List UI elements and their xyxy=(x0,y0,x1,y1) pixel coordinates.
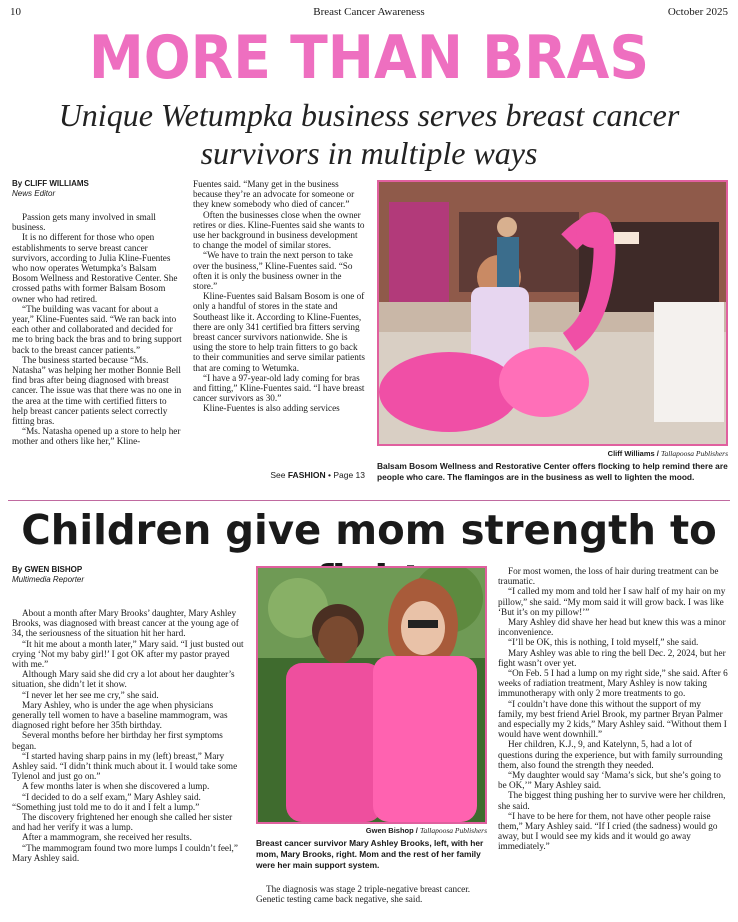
photo-illustration xyxy=(258,568,485,822)
paragraph: “I have a 97-year-old lady coming for bras and fitting,” Kline-Fuentes said. “I have breast cancer survivors as 30.” xyxy=(193,372,365,404)
section-name: Breast Cancer Awareness xyxy=(313,6,425,18)
paragraph: Several months before her birthday her first symptoms began. xyxy=(12,730,223,751)
paragraph: “My daughter would say ‘Mama’s sick, but she’s going to be OK,’” Mary Ashley said. xyxy=(498,770,721,791)
paragraph: Kline-Fuentes is also adding services xyxy=(203,403,340,414)
byline-title: News Editor xyxy=(12,189,56,198)
paragraph: “The building was vacant for about a year,” Kline-Fuentes said. “We ran back into each other and collaborated and decided for me to bring back the bras and to bring support back to the breast cancer patients.” xyxy=(12,303,182,355)
story1-byline xyxy=(12,179,182,199)
jump-prefix: See xyxy=(270,470,286,480)
story2-photo-caption: Breast cancer survivor Mary Ashley Brooks, left, with her mom, Mary Brooks, right. Mom and the rest of her family were her main support system. xyxy=(256,838,484,870)
story1-photo-caption: Balsam Bosom Wellness and Restorative Center offers flocking to help remind there are people who care. The flamingos are in the business as well to lighten the mood. xyxy=(377,461,728,482)
section-divider xyxy=(8,500,730,501)
story1-headline: Unique Wetumpka business serves breast cancer survivors in multiple ways xyxy=(58,97,680,171)
mother-daughter-photo xyxy=(256,566,487,824)
story1-column-2 xyxy=(193,179,365,414)
paragraph: It is no different for those who open establishments to serve breast cancer survivors, according to Julia Kline-Fuentes who now operates Wetumpka’s Balsam Bosom Wellness and Restorative Center. She crossed paths with former Balsam Bosom owner who had retired. xyxy=(12,232,178,304)
paragraph: Often the businesses close when the owner retires or dies. Kline-Fuentes said she wants to use her background in business development to change the model of similar stores. xyxy=(193,209,365,251)
paragraph: “I couldn’t have done this without the support of my family, my best friend Ariel Brook, my partner Bryan Palmer and especially my 2 kids,” Mary Ashley said. “Without them I would have went downhill.” xyxy=(498,698,727,740)
paragraph: “The mammogram found two more lumps I couldn’t feel,” Mary Ashley said. xyxy=(12,842,238,863)
paragraph: Mary Ashley was able to ring the bell Dec. 2, 2024, but her fight wasn’t over yet. xyxy=(498,647,726,668)
jump-label: FASHION xyxy=(287,470,326,480)
credit-org: Tallapoosa Publishers xyxy=(660,449,728,458)
byline-name: By GWEN BISHOP xyxy=(12,565,83,574)
paragraph: The discovery frightened her enough she called her sister and had her verify it was a lump. xyxy=(12,812,233,833)
paragraph: “We have to train the next person to take over the business,” Kline-Fuentes said. “So often it is only the business owner in the store.” xyxy=(193,250,353,292)
credit-name: Gwen Bishop / xyxy=(365,826,418,835)
paragraph: The biggest thing pushing her to survive were her children, she said. xyxy=(498,790,726,811)
paragraph: “I never let her see me cry,” she said. xyxy=(22,689,159,700)
paragraph: “It hit me about a month later,” Mary said. “I just busted out crying ‘Not my baby girl!’ I got OK after my pastor prayed with me.” xyxy=(12,638,244,670)
paragraph: About a month after Mary Brooks’ daughter, Mary Ashley Brooks, was diagnosed with breast cancer at the young age of 34, the seriousness of the situation hit her hard. xyxy=(12,608,239,639)
page-number: 10 xyxy=(10,6,21,18)
paragraph: Although Mary said she did cry a lot about her daughter’s situation, she didn’t let it show. xyxy=(12,669,235,690)
paragraph: For most women, the loss of hair during treatment can be traumatic. xyxy=(498,566,719,587)
story1-jump-line[interactable] xyxy=(193,470,365,480)
paragraph: “I started having sharp pains in my (left) breast,” Mary Ashley said. “I didn’t think much about it. I would take some Tylenol and just go on.” xyxy=(12,750,238,782)
paragraph: A few months later is when she discovered a lump. xyxy=(22,781,210,792)
story2-photo-credit xyxy=(256,826,487,835)
story1-photo-credit xyxy=(377,449,728,458)
paragraph: Mary Ashley did shave her head but knew this was a minor inconvenience. xyxy=(498,617,726,638)
story2-column-2 xyxy=(256,884,487,904)
story1-kicker: MORE THAN BRAS xyxy=(88,23,650,93)
paragraph: Fuentes said. “Many get in the business because they’re an advocate for someone or they knew somebody who died of cancer.” xyxy=(193,179,355,210)
credit-org: Tallapoosa Publishers xyxy=(419,826,487,835)
story2-column-3 xyxy=(498,566,728,852)
story2-headline: Children give mom strength to xyxy=(21,506,717,554)
paragraph: “Ms. Natasha opened up a store to help her mother and others like her,” Kline- xyxy=(12,426,181,447)
story2-column-1 xyxy=(12,608,244,863)
paragraph: Kline-Fuentes said Balsam Bosom is one of only a handful of stores in the state and Southeast like it. According to Kline-Fuentes, there are only 341 certified bra fitters serving breast cancer survivors nationwide. She is using the store to help train fitters to go back to their communities and serve similar patients that are coming to Wetumka. xyxy=(193,291,365,373)
paragraph: “I called my mom and told her I saw half of my hair on my pillow,” she said. “My mom said it will grow back. I was like ‘But it’s on my pillow!’” xyxy=(498,586,726,617)
byline-title: Multimedia Reporter xyxy=(12,575,85,584)
paragraph: “On Feb. 5 I had a lump on my right side,” she said. After 6 weeks of radiation treatment, Mary Ashley is now taking immunotherapy with only 2 more treatments to go. xyxy=(498,668,728,699)
paragraph: “I have to be here for them, not have other people raise them,” Mary Ashley said. “If I cried (the sadness) would go away, but I would see my kids and it would go away immediately.” xyxy=(498,810,718,852)
credit-name: Cliff Williams / xyxy=(607,449,659,458)
paragraph: Mary Ashley, who is under the age when physicians generally tell women to have a baseline mammogram, was diagnosed right before her 35th birthday. xyxy=(12,699,228,731)
paragraph: The business started because “Ms. Natasha” was helping her mother Bonnie Bell find bras after being diagnosed with breast cancer. The issue was that there was no one in the area at the time with certified fitters to help breast cancer patients select correctly fitting bras. xyxy=(12,354,182,427)
jump-page: • Page 13 xyxy=(327,470,365,480)
story2-byline xyxy=(12,565,244,585)
paragraph: “I decided to do a self exam,” Mary Ashley said. “Something just told me to do it and I felt a lump.” xyxy=(12,791,201,812)
byline-name: By CLIFF WILLIAMS xyxy=(12,179,89,188)
photo-illustration xyxy=(379,182,726,444)
paragraph: The diagnosis was stage 2 triple-negative breast cancer. Genetic testing came back negative, she said. xyxy=(256,884,471,905)
paragraph: “I’ll be OK, this is nothing, I told myself,” she said. xyxy=(508,637,699,648)
story1-column-1 xyxy=(12,212,182,447)
paragraph: Her children, K.J., 9, and Katelynn, 5, had a lot of questions during the experience, but with family surrounding them, also found the strength they needed. xyxy=(498,739,723,770)
paragraph: After a mammogram, she received her results. xyxy=(22,832,192,843)
running-header xyxy=(10,6,728,22)
flamingo-store-photo xyxy=(377,180,728,446)
paragraph: Passion gets many involved in small business. xyxy=(12,212,156,233)
issue-date: October 2025 xyxy=(667,6,728,18)
